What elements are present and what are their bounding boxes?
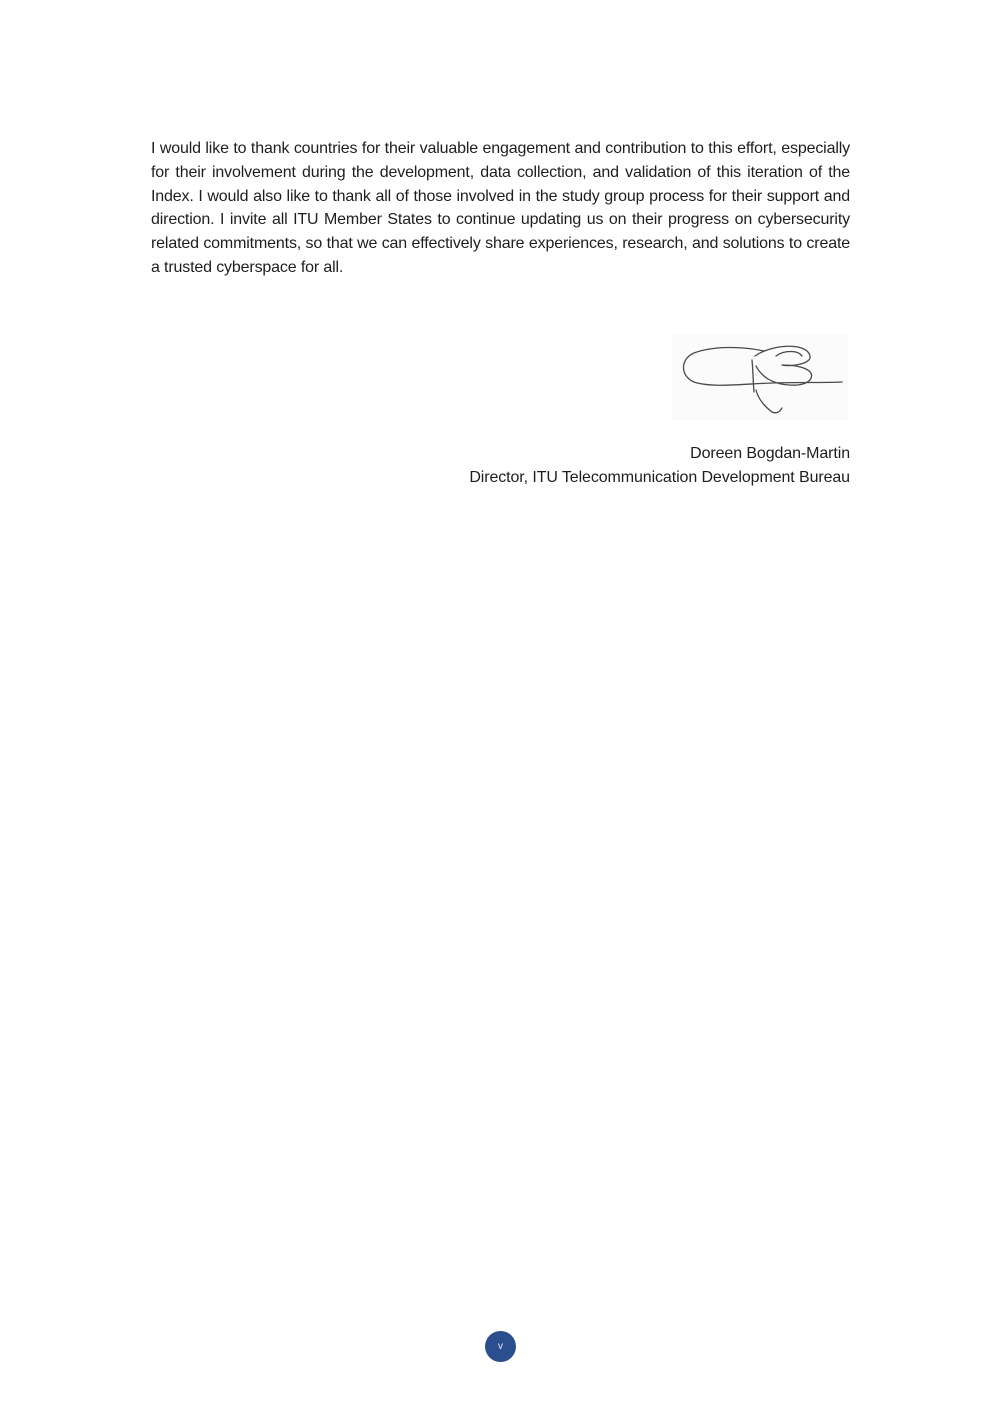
- body-paragraph: I would like to thank countries for their valuable engagement and contribution to this effort, especially for their involvement during the development, data collection, and validation of this iteration of the Index. I would also like to thank all of those involved in the study group process for their support and direction. I invite all ITU Member States to continue updating us on their progress on cybersecurity related commitments, so that we can effectively share experiences, research, and solutions to create a trusted cyberspace for all.: [151, 140, 850, 276]
- signatory-title: Director, ITU Telecommunication Development Bureau: [469, 469, 850, 486]
- signature-image: [672, 334, 848, 420]
- signature-block: [469, 442, 850, 490]
- page-number-badge: v: [485, 1331, 516, 1362]
- signature-icon: [672, 334, 848, 420]
- signatory-name: Doreen Bogdan-Martin: [690, 445, 850, 462]
